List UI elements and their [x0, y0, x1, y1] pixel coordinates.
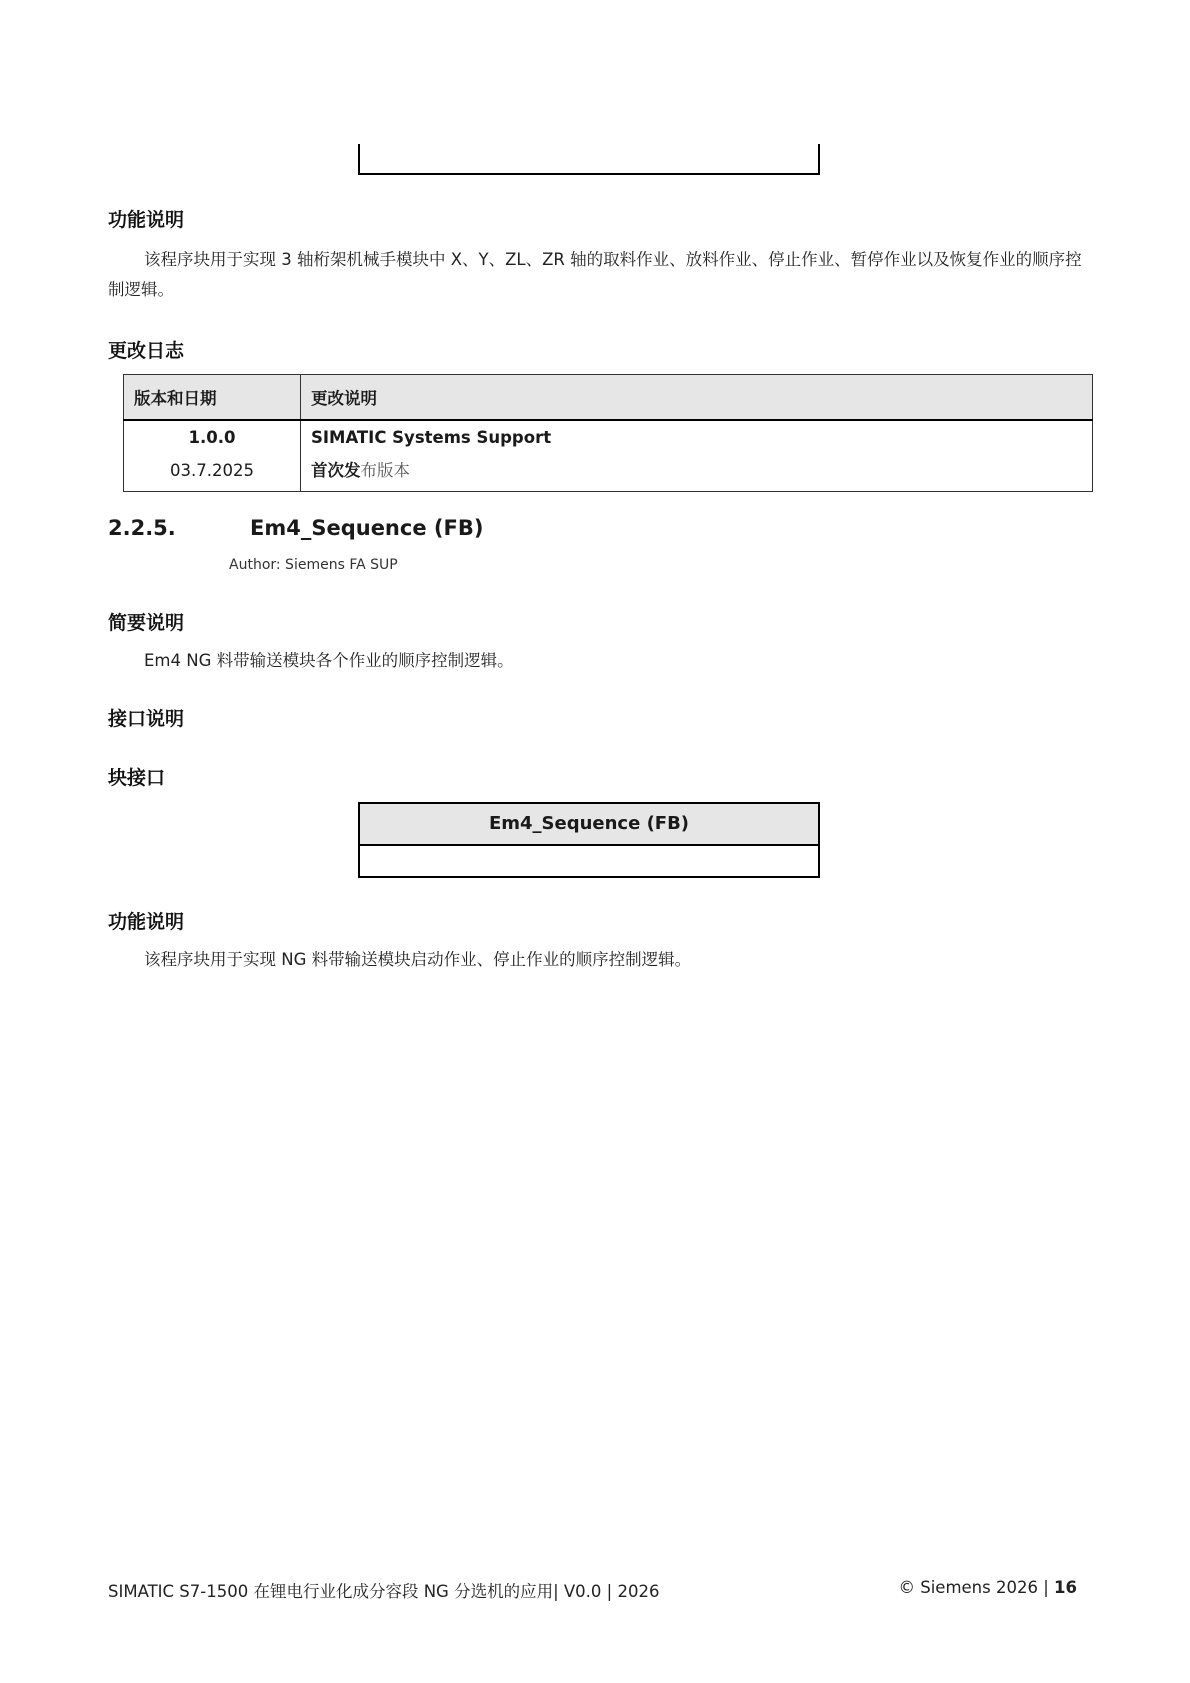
brief-text: Em4 NG 料带输送模块各个作业的顺序控制逻辑。 — [144, 651, 514, 670]
version-date-cell — [124, 420, 301, 492]
page-number: 16 — [1054, 1578, 1077, 1597]
function-heading-2: 功能说明 — [108, 911, 185, 933]
header-version-date: 版本和日期 — [124, 375, 301, 421]
function-text: 该程序块用于实现 3 轴桁架机械手模块中 X、Y、ZL、ZR 轴的取料作业、放料作业、停止作业、暂停作业以及恢复作业的顺序控制逻辑。 — [108, 250, 1082, 299]
interface-heading: 接口说明 — [108, 708, 185, 730]
fb-interface-box — [358, 802, 820, 878]
fb-interface-title: Em4_Sequence (FB) — [360, 804, 818, 846]
changelog-table — [123, 374, 1093, 492]
change-author: SIMATIC Systems Support — [311, 428, 552, 447]
footer-document-title: SIMATIC S7-1500 在锂电行业化成分容段 NG 分选机的应用| V0.0 | 2026 — [108, 1582, 660, 1601]
changelog-heading: 更改日志 — [108, 340, 185, 362]
copyright-text: © Siemens 2026 | — [898, 1578, 1055, 1597]
section-author: Author: Siemens FA SUP — [229, 557, 398, 573]
version-value: 1.0.0 — [188, 428, 236, 447]
brief-heading: 简要说明 — [108, 612, 185, 634]
function-heading: 功能说明 — [108, 209, 185, 231]
change-description-cell — [301, 420, 1093, 492]
function-text-2: 该程序块用于实现 NG 料带输送模块启动作业、停止作业的顺序控制逻辑。 — [144, 950, 692, 969]
date-value: 03.7.2025 — [170, 461, 254, 480]
changelog-header-row — [124, 375, 1093, 421]
change-note — [311, 454, 1082, 487]
section-number: 2.2.5. — [108, 516, 176, 540]
header-change-description: 更改说明 — [301, 375, 1093, 421]
footer-copyright — [899, 1578, 1078, 1597]
block-interface-heading: 块接口 — [108, 767, 166, 789]
change-note-light: 布版本 — [360, 461, 410, 480]
section-title: Em4_Sequence (FB) — [250, 516, 484, 540]
change-note-bold: 首次发 — [311, 461, 361, 480]
changelog-row — [124, 420, 1093, 492]
previous-interface-box — [358, 144, 820, 175]
